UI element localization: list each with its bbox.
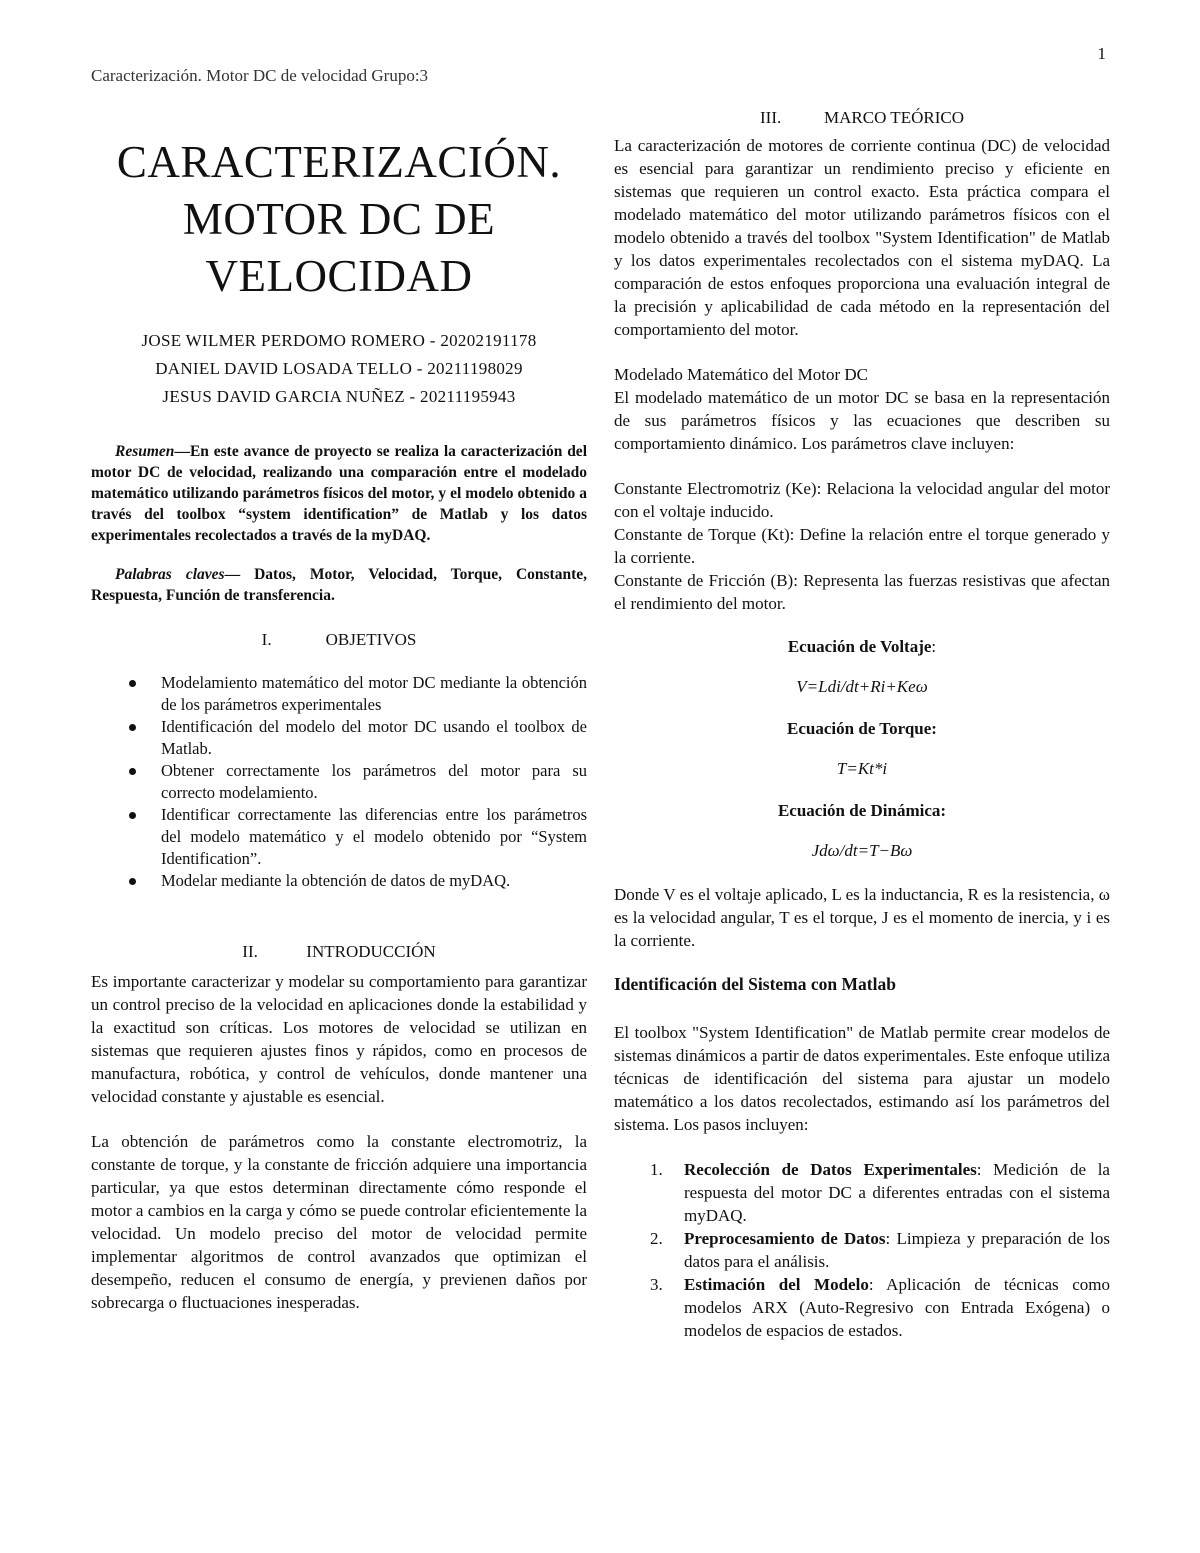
- step-label: Recolección de Datos Experimentales: [684, 1160, 977, 1179]
- title-line: MOTOR DC DE: [182, 194, 496, 244]
- author: DANIEL DAVID LOSADA TELLO - 20211198029: [155, 359, 523, 378]
- list-item: Obtener correctamente los parámetros del motor para su correcto modelamiento.: [91, 760, 587, 804]
- title-line: CARACTERIZACIÓN.: [116, 137, 562, 187]
- section-heading-objetivos: [91, 630, 587, 650]
- steps-list: [614, 1158, 1110, 1342]
- section-name: MARCO TEÓRICO: [824, 108, 964, 127]
- section-heading-marco: [614, 108, 1110, 128]
- section-number: II.: [242, 942, 258, 961]
- intro-paragraph: Es importante caracterizar y modelar su comportamiento para garantizar un control preciso de la velocidad en aplicaciones donde la estabilidad y la exactitud son críticas. Los motores de velocidad se utilizan en sistemas que requieren ajustes finos y rápidos, como en procesos de manufactura, robótica, y control de vehículos, donde mantener una velocidad constante y ajustable es esencial.: [91, 972, 587, 1106]
- abstract-label: Resumen: [115, 443, 175, 460]
- param-kt: Constante de Torque (Kt): Define la relación entre el torque generado y la corriente.: [614, 525, 1110, 567]
- paper-title: [91, 134, 587, 305]
- equation: V=Ldi/dt+Ri+Keω: [796, 677, 928, 696]
- keywords-label: Palabras claves: [115, 566, 225, 583]
- abstract: [91, 441, 587, 546]
- step-number: 1.: [650, 1160, 663, 1179]
- keywords-text: — Datos, Motor, Velocidad, Torque, Constante, Respuesta, Función de transferencia.: [91, 566, 587, 604]
- subsection-heading: Identificación del Sistema con Matlab: [614, 974, 896, 994]
- title-line: VELOCIDAD: [205, 251, 473, 301]
- modelado-title: Modelado Matemático del Motor DC: [614, 365, 869, 384]
- section-heading-introduccion: [91, 942, 587, 962]
- left-column: [91, 108, 587, 1314]
- list-item: [614, 1158, 1110, 1227]
- param-ke: Constante Electromotriz (Ke): Relaciona la velocidad angular del motor con el voltaje inducido.: [614, 479, 1110, 521]
- list-item: [614, 1273, 1110, 1342]
- marco-intro: La caracterización de motores de corriente continua (DC) de velocidad es esencial para garantizar un rendimiento preciso y eficiente en sistemas que requieren un control exacto. Esta práctica compara el modelado matemático del motor utilizando parámetros físicos con el modelo obtenido a través del toolbox "System Identification" de Matlab y los datos experimentales recolectados con el sistema myDAQ. La comparación de estos enfoques proporciona una evaluación integral de la precisión y aplicabilidad de cada método en la representación del comportamiento del motor.: [614, 136, 1110, 339]
- donde-paragraph: Donde V es el voltaje aplicado, L es la inductancia, R es la resistencia, ω es la velocidad angular, T es el torque, J es el momento de inercia, y i es la corriente.: [614, 885, 1110, 950]
- equation-title-text: Ecuación de Voltaje: [787, 637, 932, 656]
- author: JESUS DAVID GARCIA NUÑEZ - 20211195943: [162, 387, 516, 406]
- ident-paragraph: El toolbox "System Identification" de Matlab permite crear modelos de sistemas dinámicos a partir de datos experimentales. Este enfoque utiliza técnicas de identificación del sistema para ajustar un modelo matemático a los datos recolectados, estimando así los parámetros del sistema. Los pasos incluyen:: [614, 1023, 1110, 1134]
- equation: T=Kt*i: [836, 759, 888, 778]
- section-number: III.: [760, 108, 782, 127]
- list-item: Modelar mediante la obtención de datos de myDAQ.: [91, 870, 587, 892]
- param-b: Constante de Fricción (B): Representa las fuerzas resistivas que afectan el rendimiento del motor.: [614, 571, 1110, 613]
- step-text: : Limpieza y preparación de los datos para el análisis.: [684, 1229, 1110, 1271]
- equation: Jdω/dt=T−Bω: [811, 841, 913, 860]
- step-text: : Aplicación de técnicas como modelos ARX (Auto-Regresivo con Entrada Exógena) o modelos de espacios de estados.: [684, 1275, 1110, 1340]
- step-number: 3.: [650, 1275, 663, 1294]
- keywords: [91, 564, 587, 606]
- list-item: Identificación del modelo del motor DC usando el toolbox de Matlab.: [91, 716, 587, 760]
- step-number: 2.: [650, 1229, 663, 1248]
- modelado-text: El modelado matemático de un motor DC se basa en la representación de sus parámetros físicos y las ecuaciones que describen su comportamiento dinámico. Los parámetros clave incluyen:: [614, 388, 1110, 453]
- section-number: I.: [261, 630, 272, 649]
- intro-paragraph: La obtención de parámetros como la constante electromotriz, la constante de torque, y la constante de fricción adquiere una importancia particular, ya que estos determinan directamente cómo responde el motor a cambios en la carga y cómo se puede controlar eficientemente la velocidad. Un modelo preciso del motor de velocidad permite implementar algoritmos de control avanzados que optimizan el desempeño, reducen el consumo de energía, y previenen daños por sobrecarga o fluctuaciones inesperadas.: [91, 1132, 587, 1312]
- step-label: Estimación del Modelo: [684, 1275, 869, 1294]
- equation-title: Ecuación de Dinámica:: [777, 801, 947, 820]
- running-header: Caracterización. Motor DC de velocidad Grupo:3: [91, 66, 429, 85]
- step-text: : Medición de la respuesta del motor DC a diferentes entradas con el sistema myDAQ.: [684, 1160, 1110, 1225]
- section-name: OBJETIVOS: [325, 630, 417, 649]
- page-number: 1: [1097, 44, 1106, 63]
- equation-title-colon: :: [931, 637, 937, 656]
- equation-title: Ecuación de Torque:: [787, 719, 937, 738]
- equation-title: [614, 637, 1110, 657]
- section-name: INTRODUCCIÓN: [306, 942, 436, 961]
- author: JOSE WILMER PERDOMO ROMERO - 20202191178: [141, 331, 537, 350]
- step-label: Preprocesamiento de Datos: [684, 1229, 886, 1248]
- abstract-text: —En este avance de proyecto se realiza la caracterización del motor DC de velocidad, realizando una comparación entre el modelado matemático utilizando parámetros físicos del motor, y el modelo obtenido a través del toolbox “system identification” de Matlab y los datos experimentales recolectados a través de la myDAQ.: [91, 443, 587, 544]
- list-item: Identificar correctamente las diferencias entre los parámetros del modelo matemático y el modelo obtenido por “System Identification”.: [91, 804, 587, 870]
- list-item: Modelamiento matemático del motor DC mediante la obtención de los parámetros experimentales: [91, 672, 587, 716]
- right-column: [614, 108, 1110, 1342]
- author-list: [91, 327, 587, 411]
- objetivos-list: [91, 672, 587, 892]
- list-item: [614, 1227, 1110, 1273]
